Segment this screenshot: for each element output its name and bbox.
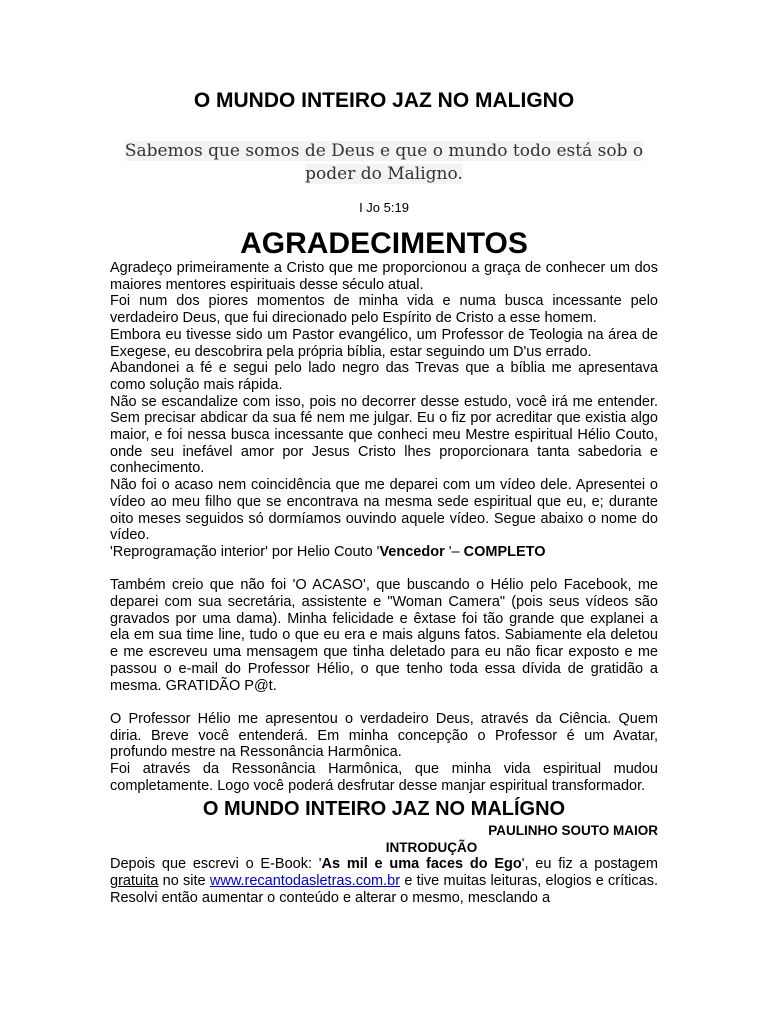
video-title-bold2: COMPLETO bbox=[463, 543, 546, 560]
p10-text-a: Depois que escrevi o E-Book: ' bbox=[110, 856, 322, 873]
introduction-heading: INTRODUÇÃO bbox=[385, 840, 478, 856]
paragraph-4: Abandonei a fé e segui pelo lado negro das Trevas que a bíblia me apresentava como solução mais rápida. bbox=[110, 360, 658, 393]
section-heading: O MUNDO INTEIRO JAZ NO MALÍGNO bbox=[202, 798, 566, 821]
p10-text-b: ', eu fiz a postagem bbox=[521, 856, 658, 873]
paragraph-8: O Professor Hélio me apresentou o verdadeiro Deus, através da Ciência. Quem diria. Breve você entenderá. Em minha concepção o Professor é um Avatar, profundo mestre na Ressonância Harmônica. bbox=[110, 710, 658, 761]
book-title: As mil e uma faces do Ego bbox=[321, 856, 522, 873]
video-title-part1: 'Reprogramação interior' por Helio Couto ' bbox=[110, 543, 380, 560]
blank-line bbox=[110, 561, 658, 578]
document-title: O MUNDO INTEIRO JAZ NO MALIGNO bbox=[193, 89, 575, 112]
document-body bbox=[110, 260, 658, 907]
gratuita-text: gratuita bbox=[110, 873, 159, 890]
video-title-bold1: Vencedor bbox=[379, 543, 445, 560]
p10-text-c: no site bbox=[158, 873, 210, 890]
paragraph-6: Não foi o acaso nem coincidência que me deparei com um vídeo dele. Apresentei o vídeo ao meu filho que se encontrava na mesma sede espiritual que eu, e; durante oito meses seguidos só dormíamos ouvindo aquele vídeo. Segue abaixo o nome do vídeo. bbox=[110, 477, 658, 544]
p10-text-d: e tive muitas leituras, elogios e críticas. Resolvi então aumentar o conteúdo e alterar o mesmo, mesclando a bbox=[110, 873, 658, 906]
paragraph-3: Embora eu tivesse sido um Pastor evangélico, um Professor de Teologia na área de Exegese, eu descobrira pela própria bíblia, estar seguindo um D'us errado. bbox=[110, 326, 658, 360]
paragraph-9: Foi através da Ressonância Harmônica, que minha vida espiritual mudou completamente. Logo você poderá desfrutar desse manjar espiritual transformador. bbox=[110, 761, 658, 794]
paragraph-2: Foi num dos piores momentos de minha vida e numa busca incessante pelo verdadeiro Deus, que fui direcionado pelo Espírito de Cristo a esse homem. bbox=[110, 293, 658, 327]
video-title-part2: '– bbox=[444, 543, 464, 560]
epigraph-quote bbox=[110, 140, 658, 186]
video-title-line bbox=[110, 544, 658, 561]
author-name: PAULINHO SOUTO MAIOR bbox=[488, 823, 658, 839]
paragraph-1: Agradeço primeiramente a Cristo que me proporcionou a graça de conhecer um dos maiores mentores espirituais desse século atual. bbox=[110, 260, 658, 293]
acknowledgements-heading: AGRADECIMENTOS bbox=[240, 227, 528, 260]
recanto-link[interactable]: www.recantodasletras.com.br bbox=[209, 873, 401, 890]
epigraph-text: Sabemos que somos de Deus e que o mundo todo está sob o poder do Maligno. bbox=[124, 141, 644, 184]
paragraph-5: Não se escandalize com isso, pois no decorrer desse estudo, você irá me entender. Sem precisar abdicar da sua fé nem me julgar. Eu o fiz por acreditar que existia algo maior, e foi nessa busca incessante que conheci meu Mestre espiritual Hélio Couto, onde seu inefável amor por Jesus Cristo lhes proporcionara tanta sabedoria e conhecimento. bbox=[110, 393, 658, 477]
paragraph-7: Também creio que não foi 'O ACASO', que buscando o Hélio pelo Facebook, me deparei com sua secretária, assistente e "Woman Camera" (pois seus vídeos são gravados por uma dama). Minha felicidade e êxtase foi tão grande que explanei a ela em sua time line, tudo o que eu era e mais alguns fatos. Sabiamente ela deletou e me escreveu uma mensagem que tinha deletado para eu não ficar exposto e me passou o e-mail do Professor Hélio, o que tenho toda essa dívida de gratidão a mesma. GRATIDÃO P@t. bbox=[110, 577, 658, 694]
paragraph-10 bbox=[110, 856, 658, 906]
blank-line bbox=[110, 694, 658, 711]
epigraph-reference: I Jo 5:19 bbox=[359, 200, 409, 215]
